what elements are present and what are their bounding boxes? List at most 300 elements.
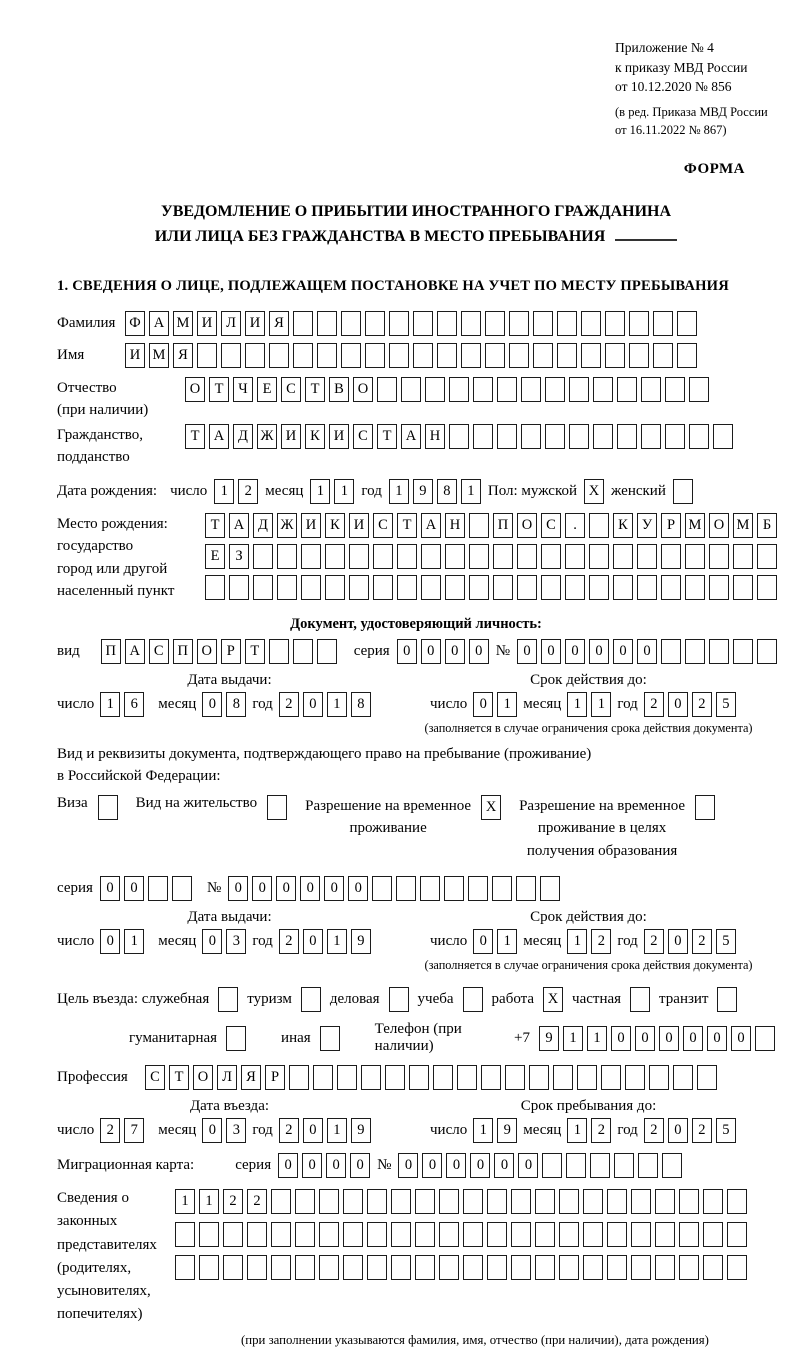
form-cell[interactable]: Я bbox=[173, 343, 193, 368]
form-cell[interactable]: 0 bbox=[326, 1153, 346, 1178]
form-cell[interactable] bbox=[269, 343, 289, 368]
form-cell[interactable] bbox=[607, 1222, 627, 1247]
form-cell[interactable]: 1 bbox=[473, 1118, 493, 1143]
form-cell[interactable]: 0 bbox=[303, 1118, 323, 1143]
form-cell[interactable] bbox=[444, 876, 464, 901]
form-cell[interactable] bbox=[325, 575, 345, 600]
form-cell[interactable]: 2 bbox=[692, 692, 712, 717]
form-cell[interactable]: 0 bbox=[348, 876, 368, 901]
form-cell[interactable]: 0 bbox=[668, 1118, 688, 1143]
form-cell[interactable] bbox=[349, 575, 369, 600]
form-cell[interactable] bbox=[415, 1255, 435, 1280]
form-cell[interactable]: 3 bbox=[226, 1118, 246, 1143]
form-cell[interactable] bbox=[373, 544, 393, 569]
form-cell[interactable] bbox=[317, 311, 337, 336]
form-cell[interactable] bbox=[415, 1222, 435, 1247]
form-cell[interactable] bbox=[593, 377, 613, 402]
form-cell[interactable]: 0 bbox=[397, 639, 417, 664]
form-cell[interactable] bbox=[589, 575, 609, 600]
form-cell[interactable] bbox=[689, 377, 709, 402]
form-cell[interactable] bbox=[497, 424, 517, 449]
form-cell[interactable] bbox=[557, 343, 577, 368]
form-cell[interactable]: 1 bbox=[567, 929, 587, 954]
form-cell[interactable]: Т bbox=[185, 424, 205, 449]
form-cell[interactable] bbox=[267, 795, 287, 820]
form-cell[interactable] bbox=[461, 311, 481, 336]
form-cell[interactable]: Л bbox=[221, 311, 241, 336]
form-cell[interactable]: 0 bbox=[100, 876, 120, 901]
form-cell[interactable] bbox=[365, 311, 385, 336]
form-cell[interactable] bbox=[541, 544, 561, 569]
form-cell[interactable]: 2 bbox=[223, 1189, 243, 1214]
form-cell[interactable] bbox=[377, 377, 397, 402]
form-cell[interactable]: 0 bbox=[668, 692, 688, 717]
form-cell[interactable]: 0 bbox=[124, 876, 144, 901]
form-cell[interactable] bbox=[199, 1255, 219, 1280]
form-cell[interactable]: С bbox=[541, 513, 561, 538]
form-cell[interactable]: С bbox=[149, 639, 169, 664]
form-cell[interactable] bbox=[226, 1026, 246, 1051]
form-cell[interactable] bbox=[325, 544, 345, 569]
form-cell[interactable]: С bbox=[281, 377, 301, 402]
form-cell[interactable]: 3 bbox=[226, 929, 246, 954]
form-cell[interactable] bbox=[172, 876, 192, 901]
form-cell[interactable] bbox=[437, 311, 457, 336]
form-cell[interactable] bbox=[641, 424, 661, 449]
form-cell[interactable] bbox=[685, 639, 705, 664]
form-cell[interactable]: 2 bbox=[247, 1189, 267, 1214]
form-cell[interactable] bbox=[397, 575, 417, 600]
form-cell[interactable] bbox=[463, 1255, 483, 1280]
form-cell[interactable] bbox=[655, 1189, 675, 1214]
form-cell[interactable] bbox=[679, 1222, 699, 1247]
form-cell[interactable] bbox=[557, 311, 577, 336]
form-cell[interactable]: 0 bbox=[565, 639, 585, 664]
form-cell[interactable] bbox=[583, 1222, 603, 1247]
form-cell[interactable] bbox=[540, 876, 560, 901]
form-cell[interactable] bbox=[629, 311, 649, 336]
form-cell[interactable] bbox=[389, 311, 409, 336]
form-cell[interactable]: 0 bbox=[276, 876, 296, 901]
form-cell[interactable] bbox=[229, 575, 249, 600]
form-cell[interactable]: 1 bbox=[591, 692, 611, 717]
form-cell[interactable] bbox=[559, 1255, 579, 1280]
form-cell[interactable]: 9 bbox=[497, 1118, 517, 1143]
form-cell[interactable] bbox=[679, 1255, 699, 1280]
form-cell[interactable] bbox=[223, 1255, 243, 1280]
form-cell[interactable] bbox=[175, 1222, 195, 1247]
form-cell[interactable] bbox=[301, 987, 321, 1012]
form-cell[interactable] bbox=[389, 343, 409, 368]
form-cell[interactable] bbox=[373, 575, 393, 600]
form-cell[interactable]: Т bbox=[169, 1065, 189, 1090]
form-cell[interactable]: 0 bbox=[469, 639, 489, 664]
form-cell[interactable]: К bbox=[305, 424, 325, 449]
form-cell[interactable] bbox=[396, 876, 416, 901]
form-cell[interactable]: О bbox=[197, 639, 217, 664]
form-cell[interactable]: 1 bbox=[327, 1118, 347, 1143]
form-cell[interactable]: О bbox=[353, 377, 373, 402]
form-cell[interactable]: 0 bbox=[589, 639, 609, 664]
form-cell[interactable]: 0 bbox=[398, 1153, 418, 1178]
form-cell[interactable]: Я bbox=[269, 311, 289, 336]
form-cell[interactable] bbox=[553, 1065, 573, 1090]
form-cell[interactable] bbox=[295, 1189, 315, 1214]
form-cell[interactable] bbox=[319, 1255, 339, 1280]
form-cell[interactable] bbox=[649, 1065, 669, 1090]
form-cell[interactable]: 0 bbox=[202, 929, 222, 954]
form-cell[interactable]: В bbox=[329, 377, 349, 402]
form-cell[interactable] bbox=[469, 575, 489, 600]
form-cell[interactable]: 2 bbox=[591, 1118, 611, 1143]
form-cell[interactable] bbox=[677, 311, 697, 336]
form-cell[interactable]: 1 bbox=[100, 692, 120, 717]
form-cell[interactable] bbox=[420, 876, 440, 901]
form-cell[interactable] bbox=[631, 1222, 651, 1247]
form-cell[interactable] bbox=[445, 544, 465, 569]
form-cell[interactable]: 8 bbox=[351, 692, 371, 717]
form-cell[interactable] bbox=[293, 311, 313, 336]
form-cell[interactable]: 0 bbox=[518, 1153, 538, 1178]
form-cell[interactable] bbox=[289, 1065, 309, 1090]
form-cell[interactable] bbox=[565, 544, 585, 569]
form-cell[interactable] bbox=[631, 1189, 651, 1214]
form-cell[interactable] bbox=[661, 544, 681, 569]
form-cell[interactable] bbox=[253, 544, 273, 569]
form-cell[interactable]: 6 bbox=[124, 692, 144, 717]
form-cell[interactable] bbox=[341, 311, 361, 336]
form-cell[interactable] bbox=[511, 1255, 531, 1280]
form-cell[interactable]: 2 bbox=[279, 1118, 299, 1143]
form-cell[interactable]: X bbox=[481, 795, 501, 820]
form-cell[interactable]: 0 bbox=[350, 1153, 370, 1178]
form-cell[interactable]: 1 bbox=[327, 692, 347, 717]
form-cell[interactable]: Н bbox=[445, 513, 465, 538]
form-cell[interactable] bbox=[389, 987, 409, 1012]
form-cell[interactable]: У bbox=[637, 513, 657, 538]
form-cell[interactable] bbox=[313, 1065, 333, 1090]
form-cell[interactable] bbox=[473, 424, 493, 449]
form-cell[interactable] bbox=[301, 575, 321, 600]
form-cell[interactable]: 0 bbox=[421, 639, 441, 664]
form-cell[interactable]: Т bbox=[377, 424, 397, 449]
form-cell[interactable] bbox=[638, 1153, 658, 1178]
form-cell[interactable] bbox=[583, 1255, 603, 1280]
form-cell[interactable] bbox=[583, 1189, 603, 1214]
form-cell[interactable]: 0 bbox=[300, 876, 320, 901]
form-cell[interactable]: 8 bbox=[437, 479, 457, 504]
form-cell[interactable]: И bbox=[125, 343, 145, 368]
form-cell[interactable] bbox=[581, 343, 601, 368]
form-cell[interactable] bbox=[277, 544, 297, 569]
form-cell[interactable] bbox=[469, 544, 489, 569]
form-cell[interactable] bbox=[630, 987, 650, 1012]
form-cell[interactable]: И bbox=[245, 311, 265, 336]
form-cell[interactable] bbox=[295, 1255, 315, 1280]
form-cell[interactable]: Т bbox=[245, 639, 265, 664]
form-cell[interactable]: П bbox=[493, 513, 513, 538]
form-cell[interactable]: 1 bbox=[214, 479, 234, 504]
form-cell[interactable]: 0 bbox=[611, 1026, 631, 1051]
form-cell[interactable] bbox=[689, 424, 709, 449]
form-cell[interactable]: 0 bbox=[422, 1153, 442, 1178]
form-cell[interactable]: 0 bbox=[278, 1153, 298, 1178]
form-cell[interactable]: А bbox=[421, 513, 441, 538]
form-cell[interactable] bbox=[517, 575, 537, 600]
form-cell[interactable] bbox=[485, 311, 505, 336]
form-cell[interactable] bbox=[545, 424, 565, 449]
form-cell[interactable] bbox=[415, 1189, 435, 1214]
form-cell[interactable] bbox=[365, 343, 385, 368]
form-cell[interactable] bbox=[614, 1153, 634, 1178]
form-cell[interactable]: 0 bbox=[473, 692, 493, 717]
form-cell[interactable] bbox=[665, 424, 685, 449]
form-cell[interactable]: . bbox=[565, 513, 585, 538]
form-cell[interactable] bbox=[367, 1189, 387, 1214]
form-cell[interactable]: 2 bbox=[279, 929, 299, 954]
form-cell[interactable] bbox=[757, 639, 777, 664]
form-cell[interactable]: Т bbox=[209, 377, 229, 402]
form-cell[interactable] bbox=[473, 377, 493, 402]
form-cell[interactable] bbox=[703, 1189, 723, 1214]
form-cell[interactable] bbox=[529, 1065, 549, 1090]
form-cell[interactable] bbox=[485, 343, 505, 368]
form-cell[interactable] bbox=[439, 1255, 459, 1280]
form-cell[interactable] bbox=[461, 343, 481, 368]
form-cell[interactable]: 9 bbox=[351, 929, 371, 954]
form-cell[interactable] bbox=[727, 1255, 747, 1280]
form-cell[interactable] bbox=[593, 424, 613, 449]
form-cell[interactable]: Т bbox=[305, 377, 325, 402]
form-cell[interactable] bbox=[293, 639, 313, 664]
form-cell[interactable] bbox=[487, 1189, 507, 1214]
form-cell[interactable]: 0 bbox=[470, 1153, 490, 1178]
form-cell[interactable] bbox=[641, 377, 661, 402]
form-cell[interactable] bbox=[317, 343, 337, 368]
form-cell[interactable]: 1 bbox=[563, 1026, 583, 1051]
form-cell[interactable] bbox=[271, 1255, 291, 1280]
form-cell[interactable] bbox=[505, 1065, 525, 1090]
form-cell[interactable] bbox=[98, 795, 118, 820]
form-cell[interactable] bbox=[709, 544, 729, 569]
form-cell[interactable] bbox=[613, 575, 633, 600]
form-cell[interactable]: 0 bbox=[668, 929, 688, 954]
form-cell[interactable]: 5 bbox=[716, 1118, 736, 1143]
form-cell[interactable] bbox=[221, 343, 241, 368]
form-cell[interactable] bbox=[533, 343, 553, 368]
form-cell[interactable] bbox=[293, 343, 313, 368]
form-cell[interactable] bbox=[703, 1222, 723, 1247]
form-cell[interactable] bbox=[617, 424, 637, 449]
form-cell[interactable] bbox=[516, 876, 536, 901]
form-cell[interactable] bbox=[245, 343, 265, 368]
form-cell[interactable]: О bbox=[193, 1065, 213, 1090]
form-cell[interactable]: А bbox=[229, 513, 249, 538]
form-cell[interactable] bbox=[199, 1222, 219, 1247]
form-cell[interactable] bbox=[511, 1189, 531, 1214]
form-cell[interactable]: О bbox=[185, 377, 205, 402]
form-cell[interactable]: 0 bbox=[202, 1118, 222, 1143]
form-cell[interactable]: А bbox=[125, 639, 145, 664]
form-cell[interactable] bbox=[493, 575, 513, 600]
form-cell[interactable] bbox=[605, 343, 625, 368]
form-cell[interactable] bbox=[421, 575, 441, 600]
form-cell[interactable] bbox=[727, 1189, 747, 1214]
form-cell[interactable]: М bbox=[149, 343, 169, 368]
form-cell[interactable]: 0 bbox=[324, 876, 344, 901]
form-cell[interactable]: М bbox=[685, 513, 705, 538]
form-cell[interactable] bbox=[492, 876, 512, 901]
form-cell[interactable]: 2 bbox=[100, 1118, 120, 1143]
form-cell[interactable]: 0 bbox=[707, 1026, 727, 1051]
form-cell[interactable] bbox=[295, 1222, 315, 1247]
form-cell[interactable]: 1 bbox=[389, 479, 409, 504]
form-cell[interactable] bbox=[709, 575, 729, 600]
form-cell[interactable] bbox=[685, 544, 705, 569]
form-cell[interactable]: 0 bbox=[100, 929, 120, 954]
form-cell[interactable]: Ж bbox=[277, 513, 297, 538]
form-cell[interactable] bbox=[559, 1189, 579, 1214]
form-cell[interactable] bbox=[703, 1255, 723, 1280]
form-cell[interactable]: X bbox=[584, 479, 604, 504]
form-cell[interactable] bbox=[709, 639, 729, 664]
form-cell[interactable]: М bbox=[733, 513, 753, 538]
form-cell[interactable] bbox=[589, 544, 609, 569]
form-cell[interactable] bbox=[733, 544, 753, 569]
form-cell[interactable] bbox=[613, 544, 633, 569]
form-cell[interactable]: С bbox=[353, 424, 373, 449]
form-cell[interactable]: 0 bbox=[445, 639, 465, 664]
form-cell[interactable]: О bbox=[709, 513, 729, 538]
form-cell[interactable] bbox=[317, 639, 337, 664]
form-cell[interactable] bbox=[391, 1189, 411, 1214]
form-cell[interactable]: 0 bbox=[659, 1026, 679, 1051]
form-cell[interactable] bbox=[733, 639, 753, 664]
form-cell[interactable]: Ж bbox=[257, 424, 277, 449]
form-cell[interactable]: Т bbox=[205, 513, 225, 538]
form-cell[interactable] bbox=[713, 424, 733, 449]
form-cell[interactable] bbox=[320, 1026, 340, 1051]
form-cell[interactable]: Б bbox=[757, 513, 777, 538]
form-cell[interactable] bbox=[517, 544, 537, 569]
form-cell[interactable]: 1 bbox=[461, 479, 481, 504]
form-cell[interactable]: 0 bbox=[635, 1026, 655, 1051]
form-cell[interactable]: П bbox=[101, 639, 121, 664]
form-cell[interactable]: А bbox=[401, 424, 421, 449]
form-cell[interactable] bbox=[569, 377, 589, 402]
form-cell[interactable] bbox=[343, 1255, 363, 1280]
form-cell[interactable]: 5 bbox=[716, 692, 736, 717]
form-cell[interactable]: С bbox=[373, 513, 393, 538]
form-cell[interactable]: 0 bbox=[303, 929, 323, 954]
form-cell[interactable]: 1 bbox=[334, 479, 354, 504]
form-cell[interactable]: 1 bbox=[497, 692, 517, 717]
form-cell[interactable]: 9 bbox=[413, 479, 433, 504]
form-cell[interactable] bbox=[421, 544, 441, 569]
form-cell[interactable] bbox=[343, 1189, 363, 1214]
form-cell[interactable] bbox=[565, 575, 585, 600]
form-cell[interactable] bbox=[625, 1065, 645, 1090]
form-cell[interactable] bbox=[695, 795, 715, 820]
form-cell[interactable]: 0 bbox=[252, 876, 272, 901]
form-cell[interactable] bbox=[247, 1222, 267, 1247]
form-cell[interactable]: 1 bbox=[124, 929, 144, 954]
form-cell[interactable] bbox=[655, 1222, 675, 1247]
form-cell[interactable] bbox=[535, 1222, 555, 1247]
form-cell[interactable]: И bbox=[197, 311, 217, 336]
form-cell[interactable] bbox=[361, 1065, 381, 1090]
form-cell[interactable] bbox=[601, 1065, 621, 1090]
form-cell[interactable] bbox=[487, 1222, 507, 1247]
form-cell[interactable] bbox=[661, 639, 681, 664]
form-cell[interactable]: 9 bbox=[351, 1118, 371, 1143]
form-cell[interactable]: 1 bbox=[587, 1026, 607, 1051]
form-cell[interactable]: Я bbox=[241, 1065, 261, 1090]
form-cell[interactable]: Н bbox=[425, 424, 445, 449]
form-cell[interactable] bbox=[653, 311, 673, 336]
form-cell[interactable] bbox=[521, 424, 541, 449]
form-cell[interactable] bbox=[590, 1153, 610, 1178]
form-cell[interactable] bbox=[223, 1222, 243, 1247]
form-cell[interactable] bbox=[607, 1255, 627, 1280]
form-cell[interactable] bbox=[385, 1065, 405, 1090]
form-cell[interactable]: 2 bbox=[591, 929, 611, 954]
form-cell[interactable] bbox=[319, 1222, 339, 1247]
form-cell[interactable] bbox=[487, 1255, 507, 1280]
form-cell[interactable] bbox=[727, 1222, 747, 1247]
form-cell[interactable] bbox=[271, 1222, 291, 1247]
form-cell[interactable] bbox=[277, 575, 297, 600]
form-cell[interactable] bbox=[349, 544, 369, 569]
form-cell[interactable] bbox=[439, 1189, 459, 1214]
form-cell[interactable] bbox=[581, 311, 601, 336]
form-cell[interactable]: 0 bbox=[541, 639, 561, 664]
form-cell[interactable] bbox=[468, 876, 488, 901]
form-cell[interactable]: З bbox=[229, 544, 249, 569]
form-cell[interactable] bbox=[637, 575, 657, 600]
form-cell[interactable] bbox=[677, 343, 697, 368]
form-cell[interactable] bbox=[253, 575, 273, 600]
form-cell[interactable] bbox=[559, 1222, 579, 1247]
form-cell[interactable] bbox=[545, 377, 565, 402]
form-cell[interactable] bbox=[629, 343, 649, 368]
form-cell[interactable] bbox=[367, 1255, 387, 1280]
form-cell[interactable] bbox=[521, 377, 541, 402]
form-cell[interactable] bbox=[319, 1189, 339, 1214]
form-cell[interactable]: С bbox=[145, 1065, 165, 1090]
form-cell[interactable] bbox=[481, 1065, 501, 1090]
form-cell[interactable] bbox=[541, 575, 561, 600]
form-cell[interactable]: М bbox=[173, 311, 193, 336]
form-cell[interactable] bbox=[271, 1189, 291, 1214]
form-cell[interactable]: И bbox=[281, 424, 301, 449]
form-cell[interactable] bbox=[697, 1065, 717, 1090]
form-cell[interactable]: 2 bbox=[279, 692, 299, 717]
form-cell[interactable]: 1 bbox=[567, 1118, 587, 1143]
form-cell[interactable] bbox=[437, 343, 457, 368]
form-cell[interactable] bbox=[337, 1065, 357, 1090]
form-cell[interactable] bbox=[372, 876, 392, 901]
form-cell[interactable]: 0 bbox=[446, 1153, 466, 1178]
form-cell[interactable]: Л bbox=[217, 1065, 237, 1090]
form-cell[interactable] bbox=[449, 377, 469, 402]
form-cell[interactable] bbox=[413, 343, 433, 368]
form-cell[interactable] bbox=[449, 424, 469, 449]
form-cell[interactable] bbox=[175, 1255, 195, 1280]
form-cell[interactable] bbox=[589, 513, 609, 538]
form-cell[interactable] bbox=[509, 343, 529, 368]
form-cell[interactable] bbox=[463, 1189, 483, 1214]
